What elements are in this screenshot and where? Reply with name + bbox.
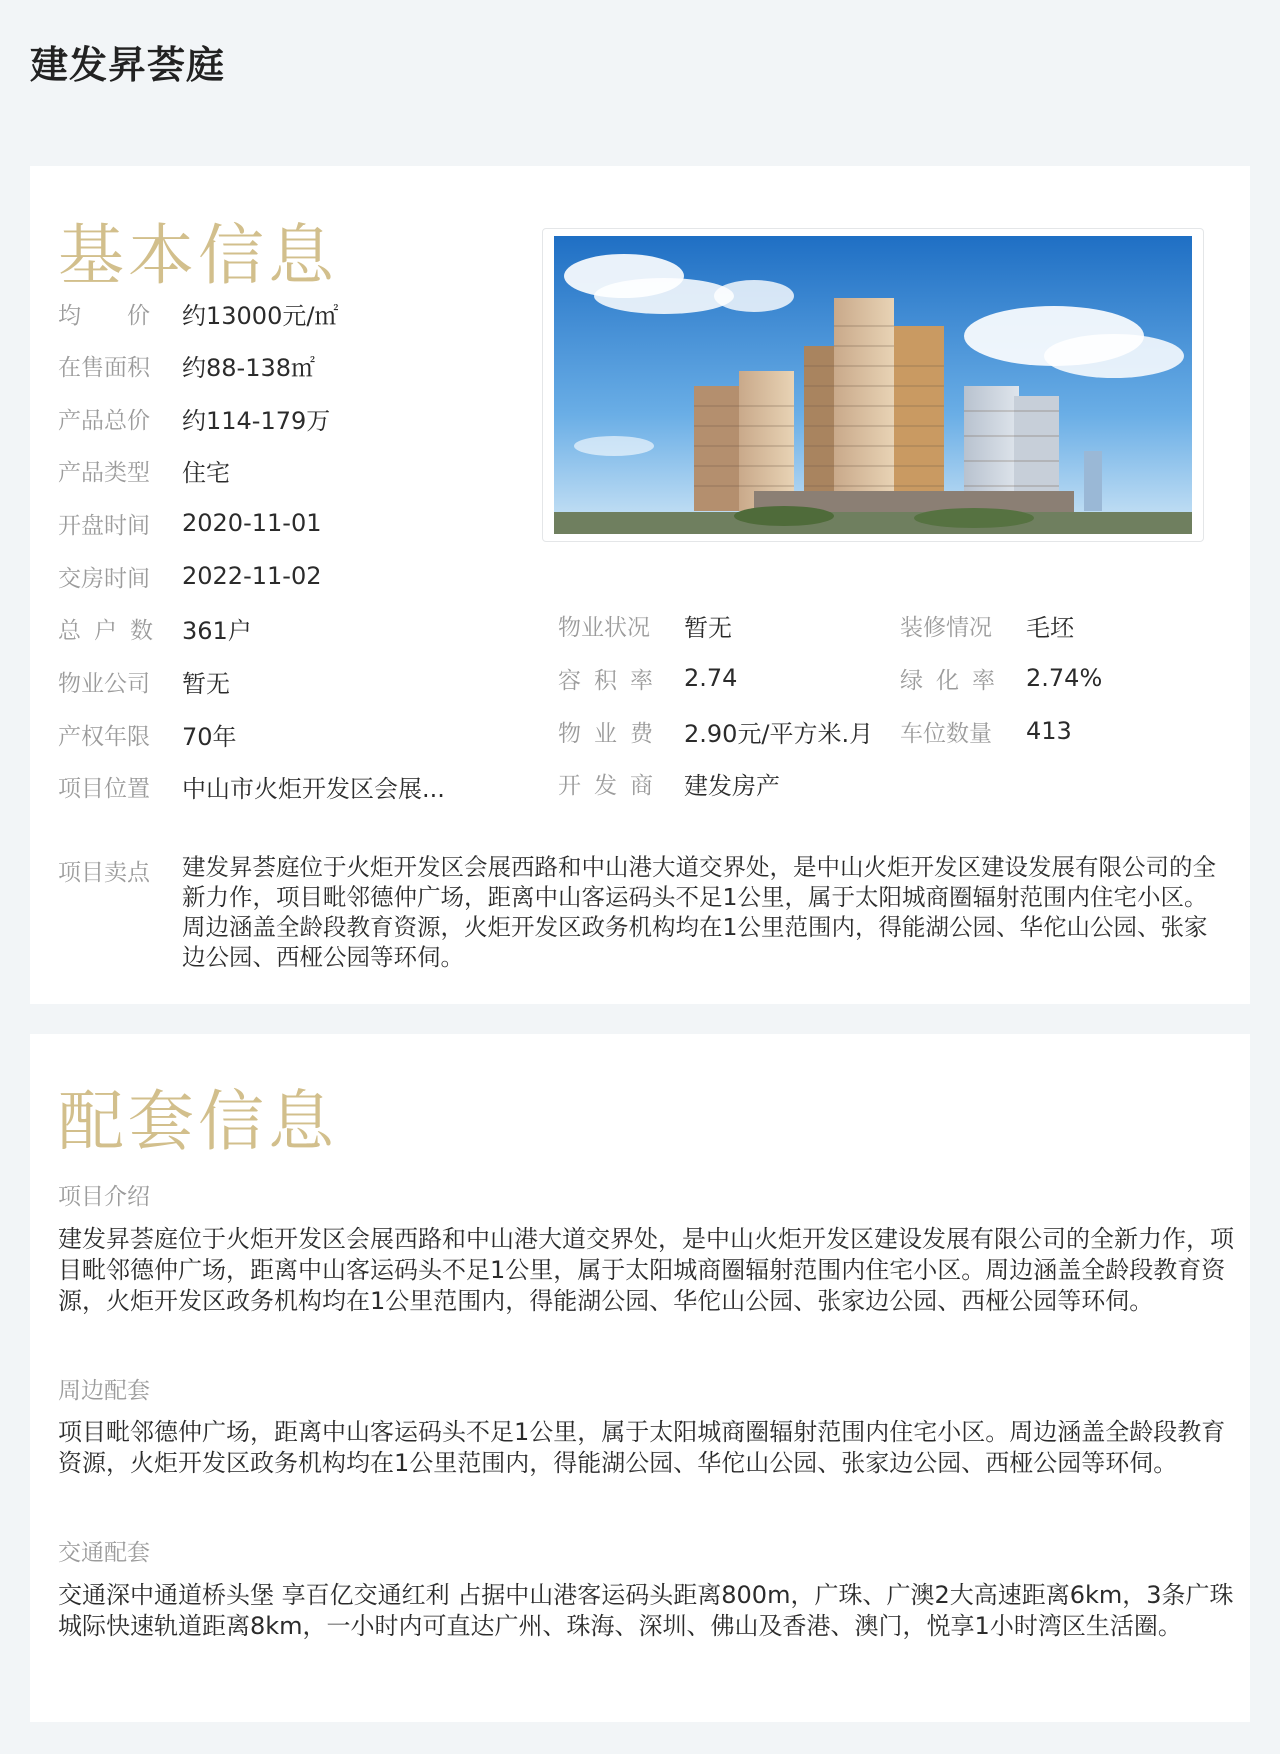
field-property-status xyxy=(558,608,732,642)
support-info-card xyxy=(30,1034,1250,1722)
building-render-image xyxy=(554,236,1192,534)
field-label: 绿化率 xyxy=(900,667,1008,694)
field-plot-ratio xyxy=(558,661,737,695)
field-label: 总户数 xyxy=(58,617,166,644)
field-area xyxy=(58,348,315,382)
project-intro-label: 项目介绍 xyxy=(58,1184,150,1210)
project-photo xyxy=(554,236,1192,534)
field-value: 毛坯 xyxy=(1026,613,1074,642)
field-product-type xyxy=(58,453,230,487)
field-label: 车位数量 xyxy=(900,720,992,747)
field-value: 413 xyxy=(1026,717,1072,745)
field-decoration xyxy=(900,608,1074,642)
field-total-price xyxy=(58,401,330,435)
field-label: 在售面积 xyxy=(58,354,150,381)
field-value: 建发房产 xyxy=(684,771,780,800)
field-value[interactable]: 中山市火炬开发区会展... xyxy=(182,774,445,803)
field-price xyxy=(58,296,338,330)
field-location[interactable] xyxy=(58,769,445,803)
field-value: 2.74% xyxy=(1026,664,1103,692)
selling-points-label: 项目卖点 xyxy=(58,860,150,886)
project-photo-frame[interactable] xyxy=(542,228,1204,542)
field-label: 物业费 xyxy=(558,720,666,747)
field-label: 物业公司 xyxy=(58,670,150,697)
selling-points xyxy=(58,852,1222,972)
field-value: 70年 xyxy=(182,722,237,751)
field-label: 容积率 xyxy=(558,667,666,694)
field-property-fee xyxy=(558,714,873,748)
field-value: 361户 xyxy=(182,616,252,645)
field-value: 约13000元/㎡ xyxy=(182,301,339,330)
surroundings-text: 项目毗邻德仲广场，距离中山客运码头不足1公里，属于太阳城商圈辐射范围内住宅小区。周边涵盖全龄段教育资源，火炬开发区政务机构均在1公里范围内，得能湖公园、华佗山公园、张家边公园、西桠公园等环伺。 xyxy=(58,1418,1226,1477)
field-value: 2.90元/平方米.月 xyxy=(684,719,874,748)
field-label: 交房时间 xyxy=(58,565,150,592)
transport-text: 交通深中通道桥头堡 享百亿交通红利 占据中山港客运码头距离800m，广珠、广澳2大高速距离6km，3条广珠城际快速轨道距离8km，一小时内可直达广州、珠海、深圳、佛山及香港、澳门，悦享1小时湾区生活圈。 xyxy=(58,1581,1234,1640)
transport-label: 交通配套 xyxy=(58,1540,150,1566)
field-value: 2020-11-01 xyxy=(182,509,322,537)
support-info-heading: 配套信息 xyxy=(58,1083,338,1160)
field-label: 产品类型 xyxy=(58,459,150,486)
field-label: 物业状况 xyxy=(558,614,650,641)
field-parking xyxy=(900,714,1072,748)
field-label: 产品总价 xyxy=(58,407,150,434)
field-developer xyxy=(558,766,780,800)
field-label: 开盘时间 xyxy=(58,512,150,539)
project-intro-text: 建发昇荟庭位于火炬开发区会展西路和中山港大道交界处，是中山火炬开发区建设发展有限公司的全新力作，项目毗邻德仲广场，距离中山客运码头不足1公里，属于太阳城商圈辐射范围内住宅小区。周边涵盖全龄段教育资源，火炬开发区政务机构均在1公里范围内，得能湖公园、华佗山公园、张家边公园、西桠公园等环伺。 xyxy=(58,1225,1234,1315)
page-title: 建发昇荟庭 xyxy=(30,43,226,87)
basic-info-heading: 基本信息 xyxy=(58,217,338,294)
field-value: 2022-11-02 xyxy=(182,562,322,590)
field-property-company xyxy=(58,664,230,698)
field-label: 产权年限 xyxy=(58,723,150,750)
field-label: 项目位置 xyxy=(58,775,150,802)
field-value: 暂无 xyxy=(684,613,732,642)
selling-points-text: 建发昇荟庭位于火炬开发区会展西路和中山港大道交界处，是中山火炬开发区建设发展有限公司的全新力作，项目毗邻德仲广场，距离中山客运码头不足1公里，属于太阳城商圈辐射范围内住宅小区。周边涵盖全龄段教育资源，火炬开发区政务机构均在1公里范围内，得能湖公园、华佗山公园、张家边公园、西桠公园等环伺。 xyxy=(182,853,1216,971)
surroundings-label: 周边配套 xyxy=(58,1378,150,1404)
field-value: 暂无 xyxy=(182,669,230,698)
field-delivery-date xyxy=(58,559,321,593)
field-open-date xyxy=(58,506,321,540)
field-value: 2.74 xyxy=(684,664,738,692)
field-value: 约88-138㎡ xyxy=(182,353,316,382)
field-label: 均价 xyxy=(58,302,196,329)
field-value: 约114-179万 xyxy=(182,406,331,435)
field-property-rights xyxy=(58,717,237,751)
field-greening-rate xyxy=(900,661,1102,695)
basic-info-card xyxy=(30,166,1250,1004)
field-households xyxy=(58,611,252,645)
field-label: 装修情况 xyxy=(900,614,992,641)
field-label: 开发商 xyxy=(558,772,666,799)
field-value: 住宅 xyxy=(182,458,230,487)
